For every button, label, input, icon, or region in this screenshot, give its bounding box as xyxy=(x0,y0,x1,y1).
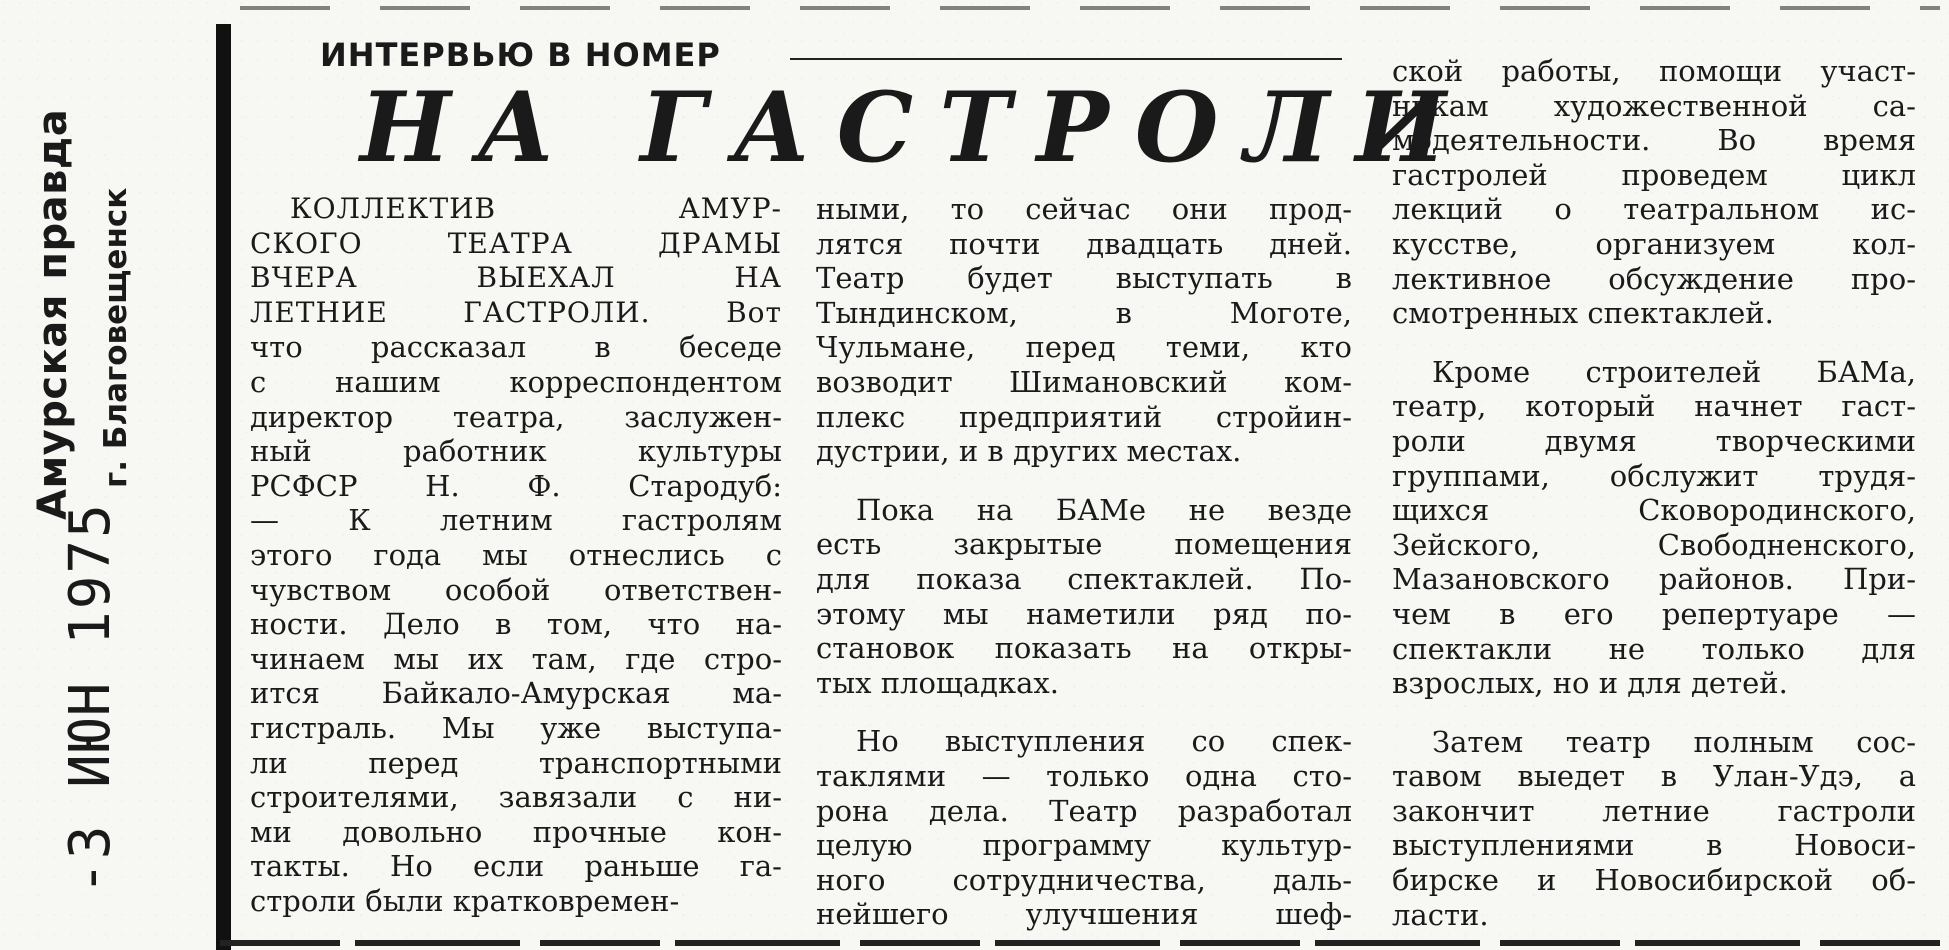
text-line: ВЧЕРА ВЫЕХАЛ НА xyxy=(250,261,782,295)
text-line: Театр будет выступать в xyxy=(816,261,1352,296)
text-line: ится Байкало-Амурская ма- xyxy=(250,676,782,711)
column-2-paragraph-2 xyxy=(816,493,1352,701)
text-line: Мазановского районов. При- xyxy=(1392,562,1916,597)
rubric-rule xyxy=(790,58,1342,60)
text-line: лективное обсуждение про- xyxy=(1392,261,1916,296)
text-line: КОЛЛЕКТИВ АМУР- xyxy=(290,192,782,225)
text-line: взрослых, но и для детей. xyxy=(1392,666,1788,701)
text-line: тавом выедет в Улан-Удэ, а xyxy=(1392,759,1916,794)
vertical-rule xyxy=(216,24,231,950)
stamp-date: -3 ИЮН 1975 xyxy=(58,502,123,895)
stamp-city: г. Благовещенск xyxy=(98,187,134,488)
text-line: нейшего улучшения шеф- xyxy=(816,897,1352,932)
text-line: возводит Шимановский ком- xyxy=(816,364,1352,399)
text-line: лятся почти двадцать дней. xyxy=(816,226,1352,261)
text-line: спектакли не только для xyxy=(1392,631,1916,666)
text-line: театр, который начнет гаст- xyxy=(1392,389,1916,424)
text-line: ласти. xyxy=(1392,897,1489,932)
text-line: Зейского, Свободненского, xyxy=(1392,527,1916,562)
text-line: тых площадках. xyxy=(816,665,1060,700)
text-line: чувством особой ответствен- xyxy=(250,572,782,607)
text-line: смотренных спектаклей. xyxy=(1392,296,1774,331)
text-line: дустрии, и в других местах. xyxy=(816,434,1242,469)
rubric-title: ИНТЕРВЬЮ В НОМЕР xyxy=(320,36,721,74)
text-line: строителями, завязали с ни- xyxy=(250,780,782,815)
text-line: таклями — только одна сто- xyxy=(816,758,1352,793)
text-line: с нашим корреспондентом xyxy=(250,364,782,399)
text-line: Кроме строителей БАМа, xyxy=(1432,354,1916,389)
text-line: Пока на БАМе не везде xyxy=(856,492,1352,527)
text-line: Затем театр полным сос- xyxy=(1432,724,1916,759)
text-line: роли двумя творческими xyxy=(1392,423,1916,458)
text-line: модеятельности. Во время xyxy=(1392,123,1916,158)
text-line: ными, то сейчас они прод- xyxy=(816,192,1352,226)
text-line: плекс предприятий стройин- xyxy=(816,399,1352,434)
text-line: становок показать на откры- xyxy=(816,631,1352,666)
text-line: ли перед транспортными xyxy=(250,745,782,780)
text-line: целую программу культур- xyxy=(816,828,1352,863)
text-line: СКОГО ТЕАТРА ДРАМЫ xyxy=(250,226,782,260)
stamp-newspaper-name: Амурская правда xyxy=(30,108,76,520)
text-line: есть закрытые помещения xyxy=(816,527,1352,562)
bottom-border xyxy=(220,940,1949,946)
text-line: Но выступления со спек- xyxy=(856,724,1352,759)
column-2-paragraph-3 xyxy=(816,724,1352,932)
top-border xyxy=(240,6,1940,10)
text-line: директор театра, заслужен- xyxy=(250,399,782,434)
column-2 xyxy=(816,192,1352,932)
archive-stamp xyxy=(0,0,205,950)
text-line: РСФСР Н. Ф. Стародуб: xyxy=(250,468,782,503)
text-line: — К летним гастролям xyxy=(250,503,782,538)
text-line: лекций о театральном ис- xyxy=(1392,192,1916,227)
text-line: выступлениями в Новоси- xyxy=(1392,828,1916,863)
text-line: чинаем мы их там, где стро- xyxy=(250,641,782,676)
text-line: закончит летние гастроли xyxy=(1392,793,1916,828)
article-headline: НА ГАСТРОЛИ xyxy=(360,71,1473,184)
column-3 xyxy=(1392,54,1916,932)
text-line: бирске и Новосибирской об- xyxy=(1392,863,1916,898)
text-line: строли были кратковремен- xyxy=(250,883,680,918)
text-line: Чульмане, перед теми, кто xyxy=(816,330,1352,365)
text-line: кусстве, организуем кол- xyxy=(1392,226,1916,261)
text-line: этого года мы отнеслись с xyxy=(250,537,782,572)
text-line: ской работы, помощи участ- xyxy=(1392,54,1916,88)
text-line: для показа спектаклей. По- xyxy=(816,561,1352,596)
text-line: ми довольно прочные кон- xyxy=(250,814,782,849)
column-3-paragraph-2 xyxy=(1392,355,1916,701)
text-line: гистраль. Мы уже выступа- xyxy=(250,710,782,745)
text-line: чем в его репертуаре — xyxy=(1392,596,1916,631)
text-line: гастролей проведем цикл xyxy=(1392,157,1916,192)
text-line: ный работник культуры xyxy=(250,434,782,469)
text-line: ного сотрудничества, даль- xyxy=(816,862,1352,897)
column-2-paragraph-1 xyxy=(816,192,1352,469)
text-line: Тындинском, в Моготе, xyxy=(816,295,1352,330)
text-line: рона дела. Театр разработал xyxy=(816,793,1352,828)
text-line: что рассказал в беседе xyxy=(250,330,782,365)
text-line: ности. Дело в том, что на- xyxy=(250,607,782,642)
column-3-paragraph-3 xyxy=(1392,725,1916,933)
text-line: щихся Сковородинского, xyxy=(1392,493,1916,528)
column-3-paragraph-1 xyxy=(1392,54,1916,331)
text-line: никам художественной са- xyxy=(1392,88,1916,123)
column-1 xyxy=(250,192,782,918)
text-line: такты. Но если раньше га- xyxy=(250,849,782,884)
text-line: ЛЕТНИЕ ГАСТРОЛИ. Вот xyxy=(250,295,782,329)
text-line: этому мы наметили ряд по- xyxy=(816,596,1352,631)
text-line: группами, обслужит трудя- xyxy=(1392,458,1916,493)
